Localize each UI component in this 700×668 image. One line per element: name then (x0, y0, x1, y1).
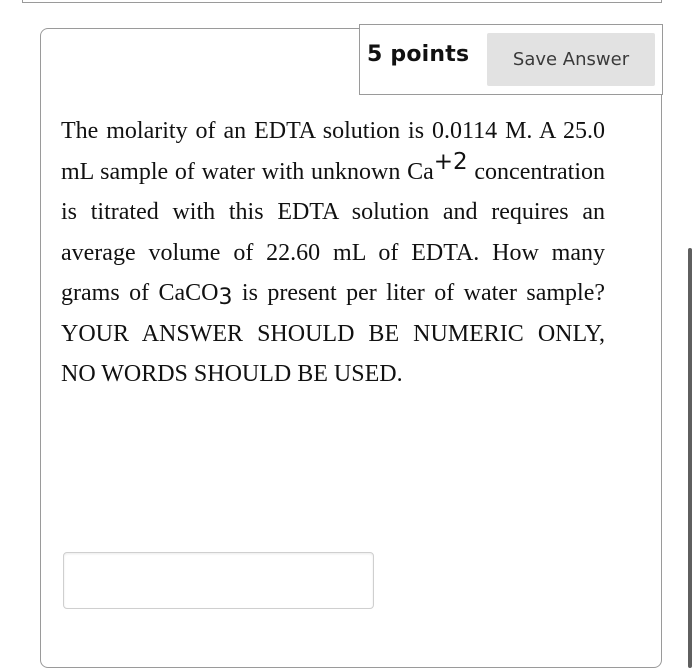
points-label: 5 points (367, 42, 470, 67)
save-answer-button[interactable]: Save Answer (487, 33, 655, 86)
answer-input[interactable] (63, 552, 374, 609)
question-text (61, 111, 605, 395)
question-text-part-1: The molarity of an EDTA solution is 0.0114 M. A 25.0 mL sample of water with unknown Ca (61, 118, 605, 185)
question-text-part-3: is present per liter of water sample? YOUR ANSWER SHOULD BE NUMERIC ONLY, NO WORDS SHOULD BE USED. (61, 280, 605, 387)
scrollbar[interactable] (688, 248, 692, 668)
previous-question-box (22, 0, 662, 3)
carbonate-subscript: 3 (218, 285, 233, 310)
question-text-part-2: concentration is titrated with this EDTA solution and requires an average volume of 22.60 mL of EDTA. How many grams of CaCO (61, 158, 605, 306)
question-header (359, 24, 663, 95)
calcium-charge-superscript: +2 (433, 148, 468, 175)
